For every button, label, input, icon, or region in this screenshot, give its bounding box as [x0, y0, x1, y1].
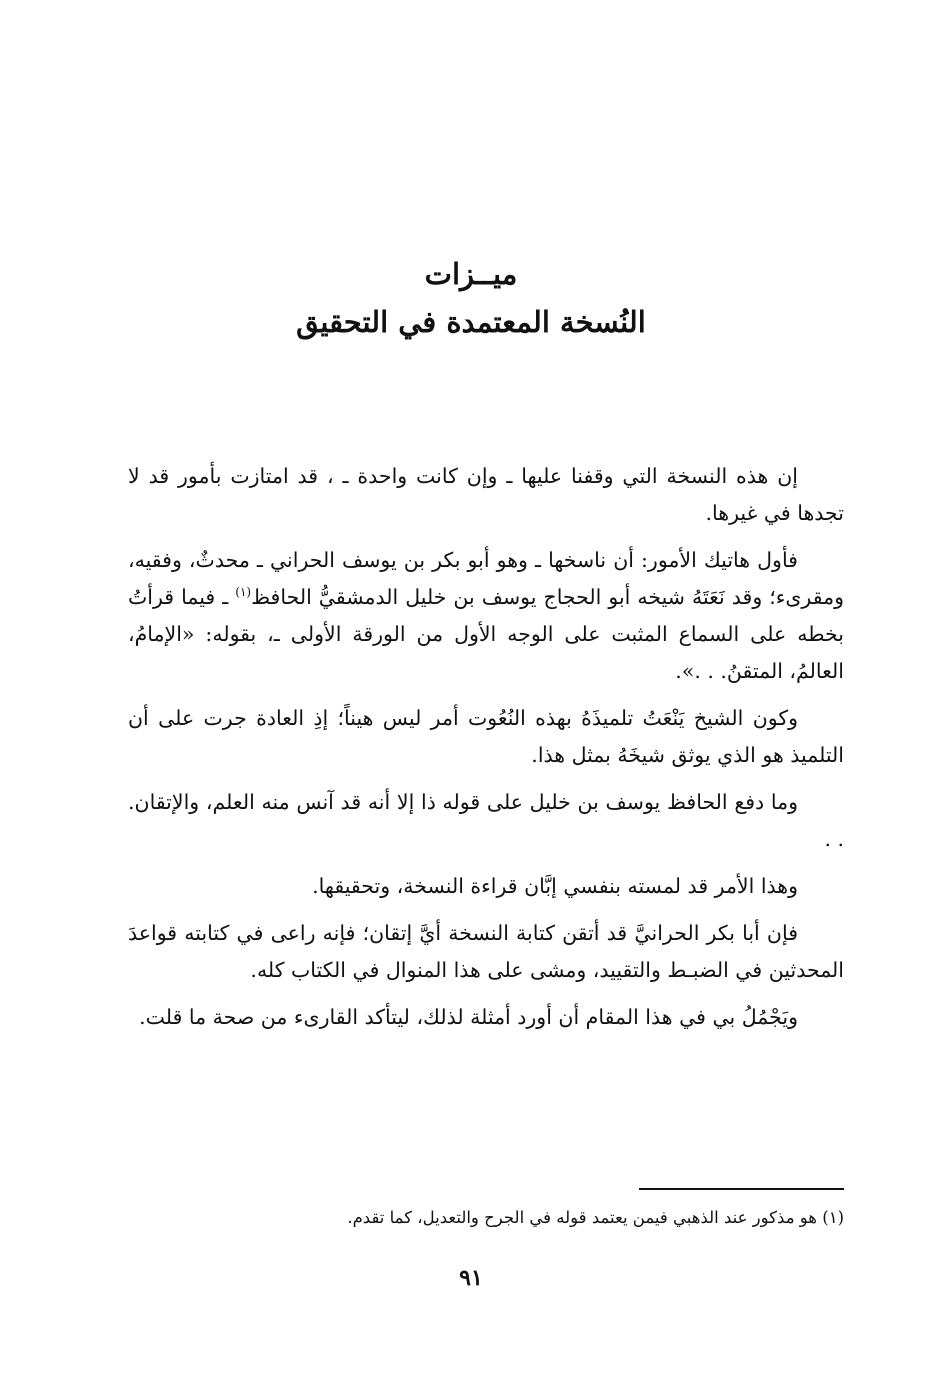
paragraph-1: إن هذه النسخة التي وقفنا عليها ـ وإن كانت واحدة ـ ، قد امتازت بأمور قد لا تجدها في غيرها. [128, 464, 844, 525]
paragraph-2-continuation: ـ فيما قرأتُ بخطه على السماع المثبت على الوجه الأول من الورقة الأولى ـ، بقوله: «الإمامُ، العالمُ، المتقنُ. . .». [128, 585, 844, 683]
body-text [128, 458, 844, 1046]
footnote: (١) هو مذكور عند الذهبي فيمن يعتمد قوله في الجرح والتعديل، كما تقدم. [347, 1208, 844, 1227]
footnote-divider [639, 1188, 844, 1190]
paragraph-4: وما دفع الحافظ يوسف بن خليل على قوله ذا إلا أنه قد آنس منه العلم، والإتقان. . . [128, 790, 844, 851]
title-line-2: النُسخة المعتمدة في التحقيق [296, 305, 646, 339]
title-line-1: ميــزات [424, 257, 518, 291]
chapter-title [0, 250, 942, 346]
page-number: ٩١ [459, 1265, 483, 1291]
paragraph-5: وهذا الأمر قد لمسته بنفسي إبَّان قراءة النسخة، وتحقيقها. [312, 874, 798, 898]
paragraph-3: وكون الشيخ يَنْعَتُ تلميذَهُ بهذه النُعُوت أمر ليس هيناً؛ إذِ العادة جرت على أن التلميذ هو الذي يوثق شيخَهُ بمثل هذا. [128, 706, 844, 767]
paragraph-2-text: فأول هاتيك الأمور: أن ناسخها ـ وهو أبو بكر بن يوسف الحراني ـ محدثٌ، وفقيه، ومقرىء؛ وقد نَعَتَهُ شيخه أبو الحجاج يوسف بن خليل الدمشقيُّ الحافظ [128, 548, 844, 609]
footnote-reference: (١) [235, 585, 252, 600]
paragraph-6: فإن أبا بكر الحرانيَّ قد أتقن كتابة النسخة أيَّ إتقان؛ فإنه راعى في كتابته قواعدَ المحدثين في الضبـط والتقييد، ومشى على هذا المنوال في الكتاب كله. [128, 921, 844, 982]
paragraph-2 [128, 542, 844, 690]
paragraph-7: ويَجْمُلُ بي في هذا المقام أن أورد أمثلة لذلك، ليتأكد القارىء من صحة ما قلت. [139, 1005, 798, 1029]
